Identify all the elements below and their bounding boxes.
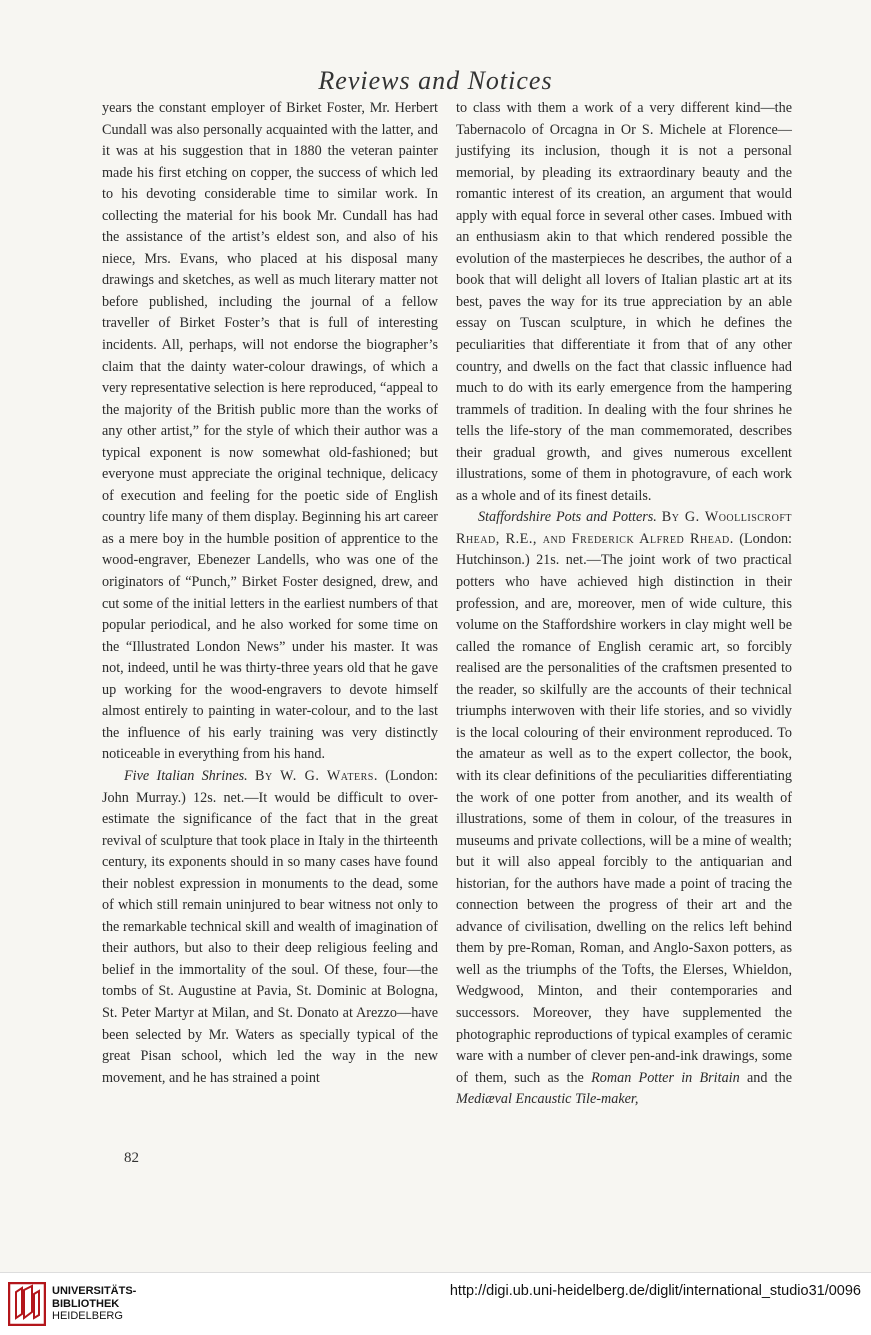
- review-body: (London: Hutchinson.) 21s. net.—The joint work of two practical potters who have achieved high distinction in their profession, and are, moreover, men of wide culture, this volume on the Staffordshire workers in clay might well be called the romance of English ceramic art, so forcibly realised are the personalities of the craftsmen presented to the reader, so skilfully are the accounts of their technical triumphs interwoven with their life stories, and so vividly is the local colouring of their environment reproduced. To the amateur as well as to the expert collector, the book, with its clear definitions of the peculiarities differentiating the work of one potter from another, and its wealth of illustrations, some of them in colour, of the treasures in museums and private collections, will be a mine of wealth; but it will also appeal forcibly to the antiquarian and historian, for the authors have made a point of tracing the connection between the progress of their art and the advance of civilisation, dwelling on the relics left behind them by pre-Roman, Roman, and Anglo-Saxon potters, as well as the triumphs of the Tofts, the Elerses, Whieldon, Wedgwood, Minton, and their contemporaries and successors. Moreover, they have supplemented the photographic reproductions of typical examples of ceramic ware with a number of clever pen-and-ink drawings, some of them, such as the: [456, 530, 792, 1086]
- page-number: 82: [124, 1150, 139, 1166]
- book-title-staffordshire: Staffordshire Pots and Potters.: [478, 509, 657, 526]
- footer-bar: [0, 1272, 871, 1335]
- review-shrines-continued: to class with them a work of a very different kind—the Tabernacolo of Orcagna in Or S. Michele at Florence—justifying its inclusion, though it is not a personal memorial, by pleading its extraordinary beauty and the romantic interest of its creation, an argument that would apply with equal force in several other cases. Imbued with an enthusiasm akin to that which rendered possible the evolution of the masterpieces he describes, the author of a book that will delight all lovers of Italian plastic art at its best, paves the way for its true appreciation by an able essay on Tuscan sculpture, in which he defines the peculiarities that differentiate it from that of any other country, and dwells on the fact that classic influence had much to do with its early emergence from the hampering trammels of tradition. In dealing with the four shrines he tells the life-story of the man commemorated, describes their gradual growth, and gives numerous excellent illustrations, some of them in photogravure, of each work as a whole and of its finest details.: [456, 100, 792, 504]
- review-staffordshire-pots: [456, 507, 792, 1110]
- illustration-title-roman-potter: Roman Potter in Britain: [591, 1069, 740, 1086]
- review-five-italian-shrines: [102, 766, 438, 1089]
- right-column: [456, 98, 792, 1111]
- review-birket-foster-paragraph: years the constant employer of Birket Foster, Mr. Herbert Cundall was also personally acquainted with the latter, and it was at his suggestion that in 1880 the veteran painter made his first etching on copper, the success of which led to his devoting considerable time to similar work. In collecting the material for his book Mr. Cundall has had the assistance of the artist’s eldest son, and also of his niece, Mrs. Evans, who placed at his disposal many drawings and sketches, as well as much literary matter not before published, including the journal of a fellow traveller of Birket Foster’s that is full of interesting incidents. All, perhaps, will not endorse the biographer’s claim that the dainty water-colour drawings, of which a very representative selection is here reproduced, “appeal to the majority of the British public more than the works of any other artist,” for the style of which their author was a typical exponent is now somewhat old-fashioned; but everyone must appreciate the original technique, delicacy of execution and feeling for the poetic side of English country life many of them display. Beginning his art career as a mere boy in the humble position of apprentice to the wood-engraver, Ebenezer Landells, who was one of the originators of “Punch,” Birket Foster designed, drew, and cut some of the initial letters in the earliest numbers of that popular periodical, and he also worked for some time on the “Illustrated London News” under his master. It was not, indeed, until he was thirty-three years old that he gave up working for the wood-engravers to devote himself almost entirely to painting in water-colour, and to the last the influence of his early training was very distinctly noticeable in everything from his hand.: [102, 100, 438, 763]
- author-waters: By W. G. Waters.: [254, 767, 378, 784]
- library-name-line2: BIBLIOTHEK: [52, 1297, 120, 1310]
- left-column: [102, 98, 438, 1089]
- book-title-five-italian-shrines: Five Italian Shrines.: [124, 767, 248, 784]
- library-name-line3: HEIDELBERG: [52, 1310, 123, 1322]
- running-head: Reviews and Notices: [318, 66, 553, 95]
- library-name: [52, 1285, 136, 1323]
- review-body: (London: John Murray.) 12s. net.—It would be difficult to over-estimate the significance of the fact that in the great revival of sculpture that took place in Italy in the thirteenth century, its exponents should in so many cases have found their noblest expression in monuments to the dead, some of which still remain uninjured to bear witness not only to the remarkable technical skill and wealth of imagination of their authors, but also to their deep religious feeling and belief in the immortality of the soul. Of these, four—the tombs of St. Augustine at Pavia, St. Dominic at Bologna, St. Peter Martyr at Milan, and St. Donato at Arezzo—have been selected by Mr. Waters as specially typical of the great Pisan school, which led the way in the new movement, and he has strained a point: [102, 767, 438, 1086]
- source-url-link[interactable]: http://digi.ub.uni-heidelberg.de/diglit/international_studio31/0096: [449, 1283, 861, 1299]
- review-body-connector: and the: [746, 1069, 793, 1086]
- illustration-title-tile-maker: Mediæval Encaustic Tile-maker,: [456, 1091, 639, 1108]
- author-rhead: By G. Woolliscroft Rhead, R.E., and Frederick Alfred Rhead.: [456, 509, 792, 547]
- library-logo-icon: [8, 1282, 46, 1326]
- library-name-line1: UNIVERSITÄTS-: [52, 1285, 137, 1297]
